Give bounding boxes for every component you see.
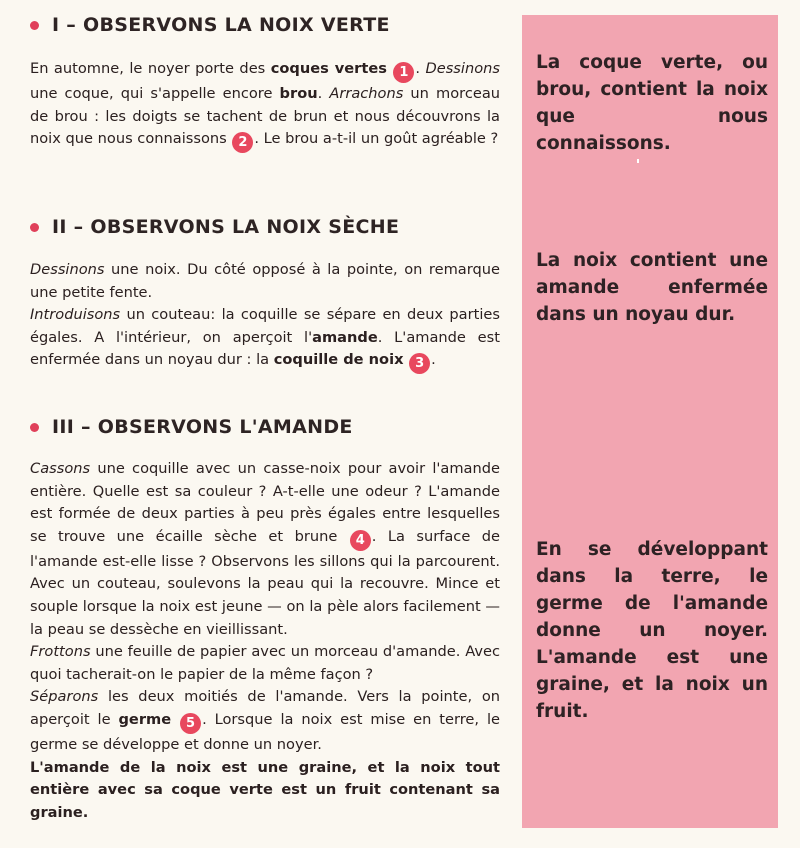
bullet-icon: [30, 223, 39, 232]
summary-1: La coque verte, ou brou, contient la noix que nous connaissons.: [536, 52, 768, 154]
section-1-title: I – OBSERVONS LA NOIX VERTE: [52, 14, 390, 36]
reference-number: 1: [393, 62, 414, 83]
reference-number: 4: [350, 530, 371, 551]
section-2-text: Dessinons une noix. Du côté opposé à la pointe, on remarque une petite fente. Introduisons un couteau: la coquille se sépare en deux parties égales. A l'intérieur, on aperçoit l'amande. L'amande est enfermée dans un noyau dur : la coquille de noix 3 .: [30, 259, 500, 374]
section-2-title: II – OBSERVONS LA NOIX SÈCHE: [52, 216, 400, 238]
section-3-title: III – OBSERVONS L'AMANDE: [52, 416, 353, 438]
section-2-heading: [30, 216, 399, 238]
section-1-text: En automne, le noyer porte des coques vertes 1 . Dessinons une coque, qui s'appelle encore brou. Arrachons un morceau de brou : les doigts se tachent de brun et nous découvrons la noix que nous connaissons 2 . Le brou a-t-il un goût agréable ?: [30, 58, 500, 153]
reference-number: 5: [180, 713, 201, 734]
section-3-text: Cassons une coquille avec un casse-noix pour avoir l'amande entière. Quelle est sa couleur ? A-t-elle une odeur ? L'amande est formée de deux parties à peu près égales entre lesquelles se trouve une écaille sèche et brune 4 . La surface de l'amande est-elle lisse ? Observons les sillons qui la parcourent. Avec un couteau, soulevons la peau qui la recouvre. Mince et souple lorsque la noix est jeune — on la pèle alors facilement — la peau se dessèche en vieillissant. Frottons une feuille de papier avec un morceau d'amande. Avec quoi tacherait-on le papier de la même façon ? Séparons les deux moitiés de l'amande. Vers la pointe, on aperçoit le germe 5 . Lorsque la noix est mise en terre, le germe se développe et donne un noyer. L'amande de la noix est une graine, et la noix tout entière avec sa coque verte est un fruit contenant sa graine.: [30, 458, 500, 824]
conclusion-text: L'amande de la noix est une graine, et la noix tout entière avec sa coque verte est un fruit contenant sa graine.: [30, 758, 500, 821]
paper-speck: [637, 159, 639, 163]
bullet-icon: [30, 423, 39, 432]
section-3-heading: [30, 416, 353, 438]
summary-2: La noix contient une amande enfermée dans un noyau dur.: [536, 250, 768, 325]
reference-number: 2: [232, 132, 253, 153]
reference-number: 3: [409, 353, 430, 374]
section-1-heading: [30, 14, 390, 36]
summary-3: En se développant dans la terre, le germe de l'amande donne un noyer. L'amande est une graine, et la noix un fruit.: [536, 539, 768, 722]
bullet-icon: [30, 21, 39, 30]
summary-panel: [522, 15, 778, 828]
